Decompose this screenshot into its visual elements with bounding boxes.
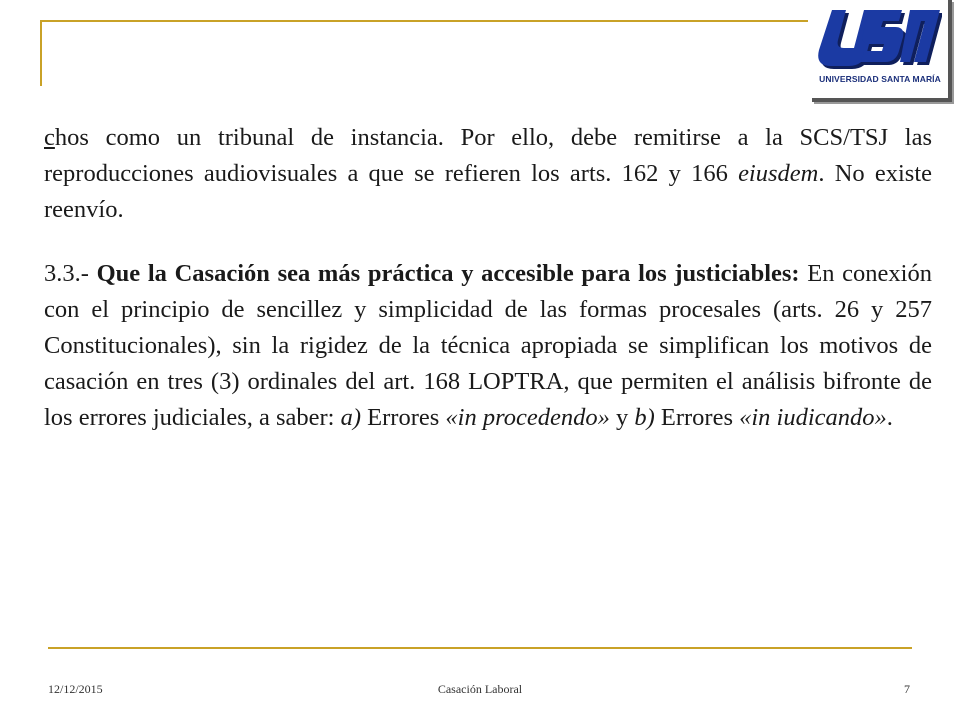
header-rule-left (40, 20, 42, 86)
footer-title: Casación Laboral (437, 682, 523, 696)
italic-term: «in procedendo» (445, 404, 610, 431)
header-rule-top (40, 20, 808, 22)
text-run: Errores (654, 404, 740, 431)
section-heading: Que la Casación sea más práctica y accesible para los justiciables: (96, 260, 800, 287)
text-run: y (609, 404, 635, 431)
footer-rule (48, 647, 912, 649)
italic-term: b) (634, 404, 655, 431)
footer-date: 12/12/2015 (48, 682, 103, 696)
page-number: 7 (904, 682, 910, 696)
text-run: En conexión con el principio de sencillez y simplicidad de las formas procesales (arts. 26 y 257 Constitucionales), sin la rigidez de la técnica apropiada se simplifican los motivos de casación en tres (3) ordinales del art. 168 LOPTRA, que permiten el análisis bifronte de los errores judiciales, a saber: (44, 260, 932, 431)
logo-caption: UNIVERSIDAD SANTA MARÍA (819, 74, 941, 84)
text-run: hos como un tribunal de instancia. Por ello, debe remitirse a la SCS/TSJ las reproducciones audiovisuales a que se refieren los arts. 162 y 166 (44, 124, 932, 187)
paragraph-section-3-3 (44, 256, 932, 436)
italic-term: eiusdem (738, 160, 819, 187)
italic-term: «in iudicando» (739, 404, 887, 431)
university-logo (812, 0, 952, 102)
text-run: Errores (361, 404, 446, 431)
first-char: c (44, 124, 55, 151)
paragraph-continuation (44, 120, 932, 228)
italic-term: a) (340, 404, 362, 431)
text-run: . (886, 404, 893, 431)
section-number: 3.3.- (44, 260, 97, 287)
text-run: . No existe reenvío. (44, 160, 933, 223)
usm-logo-icon (818, 4, 942, 74)
